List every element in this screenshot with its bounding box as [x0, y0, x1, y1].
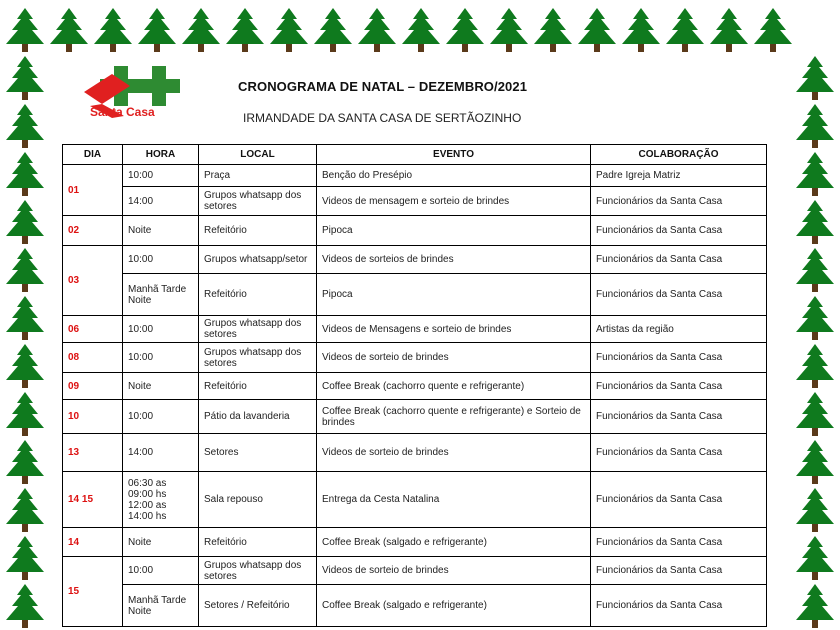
christmas-tree-icon	[574, 6, 620, 54]
day-cell: 01	[63, 165, 123, 216]
table-row	[63, 472, 767, 528]
local-cell: Pátio da lavanderia	[199, 400, 317, 434]
hora-cell: Manhã Tarde Noite	[123, 274, 199, 316]
local-cell: Grupos whatsapp dos setores	[199, 557, 317, 585]
colab-cell: Funcionários da Santa Casa	[591, 557, 767, 585]
evento-cell: Coffee Break (cachorro quente e refrigerante)	[317, 373, 591, 400]
colab-cell: Funcionários da Santa Casa	[591, 434, 767, 472]
evento-cell: Videos de mensagem e sorteio de brindes	[317, 187, 591, 216]
local-cell: Setores	[199, 434, 317, 472]
schedule-table	[62, 144, 767, 627]
colab-cell: Funcionários da Santa Casa	[591, 528, 767, 557]
christmas-tree-icon	[2, 54, 48, 102]
christmas-tree-icon	[178, 6, 224, 54]
evento-cell: Videos de sorteios de brindes	[317, 246, 591, 274]
evento-cell: Benção do Presépio	[317, 165, 591, 187]
evento-cell: Videos de sorteio de brindes	[317, 434, 591, 472]
christmas-tree-icon	[792, 534, 838, 582]
christmas-tree-icon	[792, 342, 838, 390]
local-cell: Refeitório	[199, 528, 317, 557]
christmas-tree-icon	[750, 6, 796, 54]
colab-cell: Funcionários da Santa Casa	[591, 216, 767, 246]
local-cell: Refeitório	[199, 216, 317, 246]
day-cell: 13	[63, 434, 123, 472]
local-cell: Setores / Refeitório	[199, 585, 317, 627]
page-subtitle: IRMANDADE DA SANTA CASA DE SERTÃOZINHO	[243, 111, 522, 125]
christmas-tree-icon	[2, 6, 48, 54]
table-row	[63, 216, 767, 246]
christmas-tree-icon	[310, 6, 356, 54]
colab-cell: Funcionários da Santa Casa	[591, 187, 767, 216]
santa-casa-logo	[76, 64, 186, 120]
evento-cell: Pipoca	[317, 274, 591, 316]
hora-cell: 06:30 as 09:00 hs 12:00 as 14:00 hs	[123, 472, 199, 528]
evento-cell: Coffee Break (cachorro quente e refrigerante) e Sorteio de brindes	[317, 400, 591, 434]
local-cell: Grupos whatsapp dos setores	[199, 343, 317, 373]
day-cell: 10	[63, 400, 123, 434]
day-cell: 14 15	[63, 472, 123, 528]
hora-cell: 14:00	[123, 187, 199, 216]
evento-cell: Coffee Break (salgado e refrigerante)	[317, 585, 591, 627]
table-row	[63, 585, 767, 627]
evento-cell: Videos de sorteio de brindes	[317, 343, 591, 373]
header-hora: HORA	[123, 145, 199, 165]
christmas-tree-icon	[222, 6, 268, 54]
hora-cell: 10:00	[123, 400, 199, 434]
day-cell: 09	[63, 373, 123, 400]
local-cell: Sala repouso	[199, 472, 317, 528]
christmas-tree-icon	[792, 486, 838, 534]
christmas-tree-icon	[442, 6, 488, 54]
christmas-tree-icon	[2, 198, 48, 246]
local-cell: Praça	[199, 165, 317, 187]
hora-cell: Manhã Tarde Noite	[123, 585, 199, 627]
table-row	[63, 528, 767, 557]
colab-cell: Funcionários da Santa Casa	[591, 343, 767, 373]
local-cell: Grupos whatsapp/setor	[199, 246, 317, 274]
christmas-tree-icon	[662, 6, 708, 54]
colab-cell: Funcionários da Santa Casa	[591, 585, 767, 627]
christmas-tree-icon	[2, 582, 48, 630]
christmas-tree-icon	[2, 150, 48, 198]
christmas-tree-icon	[2, 102, 48, 150]
hora-cell: 10:00	[123, 246, 199, 274]
christmas-tree-icon	[2, 294, 48, 342]
colab-cell: Funcionários da Santa Casa	[591, 274, 767, 316]
day-cell: 15	[63, 557, 123, 627]
christmas-tree-icon	[792, 198, 838, 246]
christmas-tree-icon	[530, 6, 576, 54]
evento-cell: Entrega da Cesta Natalina	[317, 472, 591, 528]
christmas-tree-icon	[792, 294, 838, 342]
christmas-tree-icon	[354, 6, 400, 54]
hora-cell: 10:00	[123, 343, 199, 373]
day-cell: 02	[63, 216, 123, 246]
table-row	[63, 246, 767, 274]
christmas-tree-icon	[486, 6, 532, 54]
hora-cell: 10:00	[123, 316, 199, 343]
evento-cell: Videos de sorteio de brindes	[317, 557, 591, 585]
table-row	[63, 274, 767, 316]
hora-cell: Noite	[123, 216, 199, 246]
christmas-tree-icon	[46, 6, 92, 54]
table-row	[63, 434, 767, 472]
christmas-tree-icon	[2, 438, 48, 486]
table-row	[63, 165, 767, 187]
local-cell: Grupos whatsapp dos setores	[199, 187, 317, 216]
day-cell: 03	[63, 246, 123, 316]
colab-cell: Funcionários da Santa Casa	[591, 472, 767, 528]
table-row	[63, 400, 767, 434]
local-cell: Refeitório	[199, 373, 317, 400]
table-row	[63, 557, 767, 585]
day-cell: 14	[63, 528, 123, 557]
day-cell: 08	[63, 343, 123, 373]
hora-cell: Noite	[123, 373, 199, 400]
table-header-row	[63, 145, 767, 165]
local-cell: Grupos whatsapp dos setores	[199, 316, 317, 343]
header-colaboracao: COLABORAÇÃO	[591, 145, 767, 165]
colab-cell: Funcionários da Santa Casa	[591, 400, 767, 434]
christmas-tree-icon	[90, 6, 136, 54]
evento-cell: Pipoca	[317, 216, 591, 246]
hora-cell: 14:00	[123, 434, 199, 472]
table-row	[63, 316, 767, 343]
christmas-tree-icon	[618, 6, 664, 54]
christmas-tree-icon	[398, 6, 444, 54]
hora-cell: 10:00	[123, 557, 199, 585]
logo-text: Santa Casa	[90, 105, 155, 119]
colab-cell: Padre Igreja Matriz	[591, 165, 767, 187]
local-cell: Refeitório	[199, 274, 317, 316]
hora-cell: Noite	[123, 528, 199, 557]
colab-cell: Artistas da região	[591, 316, 767, 343]
christmas-tree-icon	[2, 246, 48, 294]
christmas-tree-icon	[706, 6, 752, 54]
christmas-tree-icon	[2, 534, 48, 582]
christmas-tree-icon	[792, 246, 838, 294]
christmas-tree-icon	[792, 582, 838, 630]
table-row	[63, 373, 767, 400]
christmas-tree-icon	[792, 54, 838, 102]
hora-cell: 10:00	[123, 165, 199, 187]
table-row	[63, 343, 767, 373]
table-row	[63, 187, 767, 216]
christmas-tree-icon	[134, 6, 180, 54]
header-evento: EVENTO	[317, 145, 591, 165]
christmas-tree-icon	[792, 438, 838, 486]
christmas-tree-icon	[2, 342, 48, 390]
christmas-tree-icon	[792, 390, 838, 438]
christmas-tree-icon	[792, 150, 838, 198]
header-local: LOCAL	[199, 145, 317, 165]
page-title: CRONOGRAMA DE NATAL – DEZEMBRO/2021	[238, 79, 528, 94]
christmas-tree-icon	[2, 486, 48, 534]
header-dia: DIA	[63, 145, 123, 165]
christmas-tree-icon	[2, 390, 48, 438]
christmas-tree-icon	[792, 102, 838, 150]
evento-cell: Videos de Mensagens e sorteio de brindes	[317, 316, 591, 343]
colab-cell: Funcionários da Santa Casa	[591, 373, 767, 400]
evento-cell: Coffee Break (salgado e refrigerante)	[317, 528, 591, 557]
christmas-tree-icon	[266, 6, 312, 54]
colab-cell: Funcionários da Santa Casa	[591, 246, 767, 274]
day-cell: 06	[63, 316, 123, 343]
